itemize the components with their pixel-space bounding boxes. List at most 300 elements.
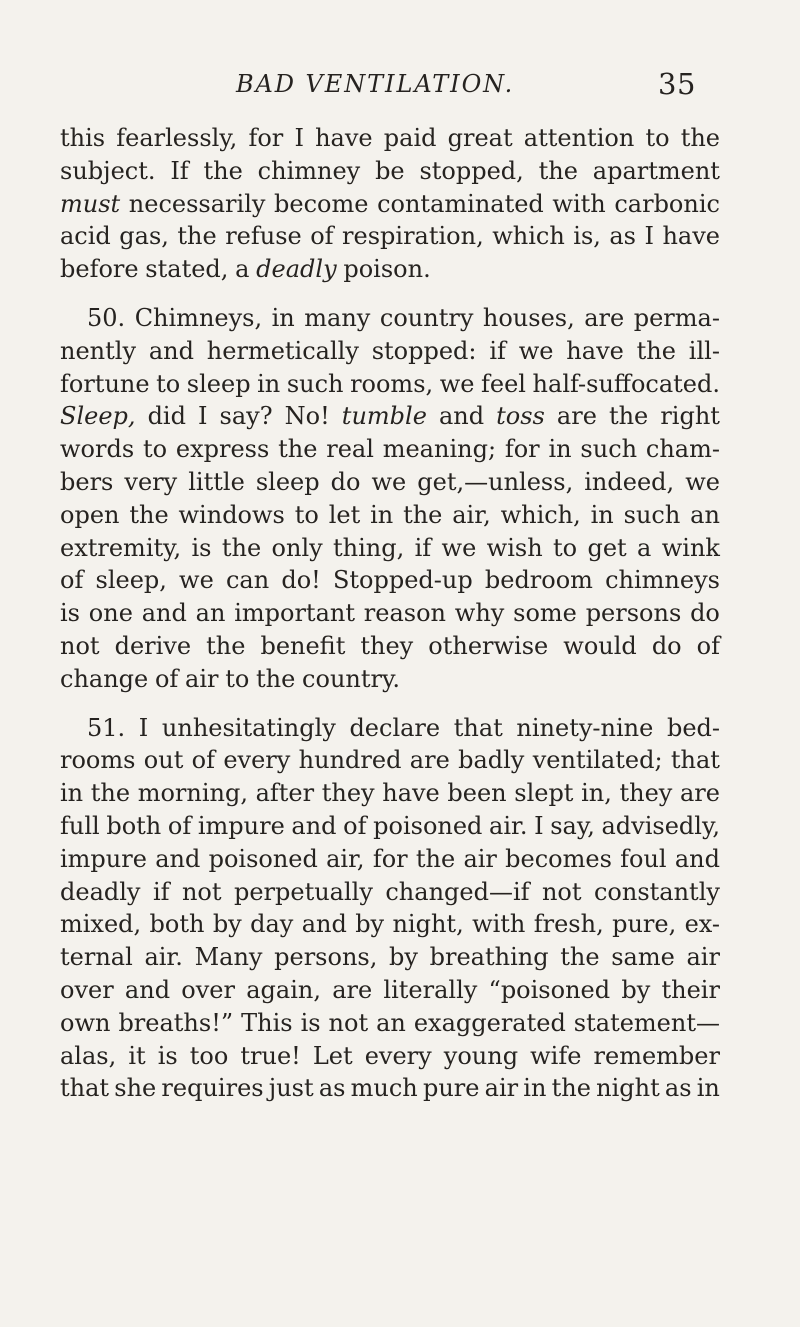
word: sleep	[255, 467, 320, 496]
word: persons,	[274, 943, 378, 972]
word: true!	[240, 1041, 301, 1070]
word: an	[690, 500, 720, 529]
word: an	[376, 1008, 406, 1037]
word: refuse	[225, 222, 302, 251]
word: been	[447, 779, 507, 808]
word: such	[580, 435, 638, 464]
word: not	[541, 877, 582, 906]
word: nently	[60, 336, 136, 365]
word: after	[255, 779, 315, 808]
word: if	[489, 336, 506, 365]
word: perpetually	[233, 877, 373, 906]
word: important	[234, 599, 355, 628]
word: unhesitatingly	[161, 713, 336, 742]
word: as	[318, 1074, 346, 1103]
word: air	[686, 943, 720, 972]
word: badly	[458, 746, 525, 775]
word: the	[680, 124, 720, 152]
word: before	[60, 255, 139, 284]
text-line	[60, 400, 720, 433]
word: do	[330, 467, 361, 496]
word: we	[439, 369, 475, 398]
word: words	[60, 435, 135, 464]
text-line	[60, 564, 720, 597]
word: they	[360, 631, 414, 660]
paragraph-spacer	[60, 286, 720, 302]
word: little	[188, 467, 245, 496]
word: contaminated	[377, 189, 544, 218]
word: attention	[523, 124, 635, 152]
word: we	[371, 467, 407, 496]
word: a	[637, 533, 652, 562]
word: that	[60, 1074, 110, 1103]
word: in	[60, 779, 84, 808]
word: constantly	[593, 877, 720, 906]
word: reason	[363, 599, 446, 628]
word: the	[203, 156, 243, 185]
word: meaning;	[382, 435, 497, 464]
word: the	[636, 336, 676, 365]
word: is	[300, 1008, 321, 1037]
word: have	[662, 222, 720, 251]
word: if	[414, 533, 432, 562]
text-line	[60, 1007, 720, 1040]
word: every	[223, 746, 291, 775]
word: the	[256, 664, 296, 693]
word: we	[179, 566, 214, 595]
word: do	[651, 631, 682, 660]
word: change	[60, 664, 149, 693]
word: in	[696, 1074, 720, 1103]
text-line	[60, 712, 720, 745]
word: country	[379, 303, 474, 332]
word: of	[310, 222, 334, 251]
word: toss	[496, 402, 545, 431]
word: If	[170, 156, 189, 185]
word: the	[538, 156, 578, 185]
word: over	[60, 975, 114, 1004]
word: hundred	[298, 746, 402, 775]
word: the	[403, 500, 443, 529]
word: are	[584, 303, 625, 332]
word: 51.	[87, 713, 126, 742]
word: in	[590, 500, 614, 529]
word: Sleep,	[60, 402, 136, 431]
word: such	[623, 500, 681, 529]
text-line	[60, 597, 720, 630]
word: and	[155, 844, 201, 873]
word: be	[375, 156, 405, 185]
word: rooms	[60, 746, 136, 775]
word: ill-	[688, 336, 720, 365]
word: requires	[161, 1074, 264, 1103]
word: in	[257, 369, 281, 398]
word: air.	[144, 943, 183, 972]
word: get,—unless,	[417, 467, 574, 496]
text-line	[60, 499, 720, 532]
word: have	[315, 124, 373, 152]
word: I	[294, 124, 304, 152]
word: respiration,	[342, 222, 484, 251]
word: feel	[481, 369, 526, 398]
word: have	[382, 779, 440, 808]
word: in	[523, 1074, 547, 1103]
word: advisedly,	[601, 811, 720, 840]
word: impure	[60, 844, 147, 873]
word: I	[644, 222, 654, 251]
word: get	[587, 533, 627, 562]
word: it	[128, 1041, 146, 1070]
word: as	[609, 222, 636, 251]
word: Let	[312, 1041, 353, 1070]
word: houses,	[482, 303, 575, 332]
word: the	[560, 943, 600, 972]
word: to	[156, 369, 181, 398]
word: foul	[620, 844, 667, 873]
word: acid	[60, 222, 111, 251]
word: of	[154, 664, 179, 693]
word: wink	[661, 533, 720, 562]
text-line	[60, 220, 720, 253]
word: of	[696, 631, 720, 660]
text-line	[60, 1072, 720, 1105]
word: carbonic	[614, 189, 720, 218]
word: ventilated;	[532, 746, 663, 775]
word: night	[596, 1074, 660, 1103]
word: pure	[422, 1074, 480, 1103]
word: of	[60, 566, 84, 595]
word: express	[175, 435, 270, 464]
word: with	[472, 910, 526, 939]
word: derive	[114, 631, 192, 660]
word: we	[518, 336, 554, 365]
word: some	[513, 599, 577, 628]
word: is	[60, 599, 80, 628]
word: and	[124, 975, 171, 1004]
word: This	[241, 1008, 293, 1037]
word: and	[148, 336, 194, 365]
word: ninety-nine	[516, 713, 654, 742]
word: in	[370, 500, 394, 529]
word: stated,	[145, 255, 229, 284]
word: same	[611, 943, 675, 972]
word: half-suffocated.	[532, 369, 720, 398]
word: would	[563, 631, 637, 660]
text-line	[60, 368, 720, 401]
word: extremity,	[60, 533, 182, 562]
word: benefit	[260, 631, 346, 660]
word: of	[343, 811, 367, 840]
text-line	[60, 532, 720, 565]
word: and	[674, 844, 720, 873]
body-text	[60, 122, 720, 1105]
word: fresh,	[533, 910, 604, 939]
word: in	[548, 435, 572, 464]
word: literally	[383, 975, 478, 1004]
word: the	[221, 533, 262, 562]
word: “poisoned	[488, 975, 611, 1004]
word: I	[534, 811, 544, 840]
word: of	[191, 746, 216, 775]
word: country.	[302, 664, 400, 693]
word: say,	[550, 811, 595, 840]
word: I	[138, 713, 149, 742]
word: she	[114, 1074, 157, 1103]
word: own	[60, 1008, 111, 1037]
word: chimney	[257, 156, 361, 185]
word: sleep,	[95, 566, 167, 595]
word: must	[60, 189, 121, 218]
word: day	[250, 910, 294, 939]
text-line	[60, 302, 720, 335]
word: that	[670, 746, 720, 775]
text-line	[60, 253, 720, 286]
word: and	[301, 910, 347, 939]
word: by	[389, 943, 418, 972]
word: with	[552, 189, 606, 218]
text-line	[60, 974, 720, 1007]
word: poisoned	[208, 844, 318, 873]
word: poison.	[343, 255, 431, 284]
word: otherwise	[428, 631, 549, 660]
word: their	[661, 975, 720, 1004]
word: declare	[349, 713, 441, 742]
word: windows	[178, 500, 285, 529]
word: the	[90, 779, 131, 808]
word: Stopped-up	[332, 566, 473, 595]
word: become	[274, 189, 369, 218]
word: 50.	[87, 303, 126, 332]
word: slept	[514, 779, 574, 808]
word: many	[304, 303, 371, 332]
paragraph	[60, 712, 720, 1106]
word: the	[129, 500, 169, 529]
text-line	[60, 777, 720, 810]
word: is,	[573, 222, 601, 251]
text-line	[60, 466, 720, 499]
word: ex-	[684, 910, 720, 939]
word: thing,	[333, 533, 405, 562]
text-line	[60, 335, 720, 368]
text-line	[60, 122, 720, 155]
word: is	[157, 1041, 178, 1070]
word: air.	[489, 811, 528, 840]
word: necessarily	[128, 189, 266, 218]
word: an	[195, 599, 226, 628]
word: the	[551, 1074, 591, 1103]
word: rooms,	[350, 369, 434, 398]
word: to	[142, 435, 168, 464]
word: stopped,	[419, 156, 524, 185]
word: fearlessly,	[116, 124, 238, 152]
word: not	[60, 631, 100, 660]
word: to	[294, 500, 319, 529]
word: very	[124, 467, 178, 496]
word: I	[198, 402, 208, 431]
word: Chimneys,	[134, 303, 263, 332]
word: we	[441, 533, 477, 562]
text-line	[60, 155, 720, 188]
word: hermetically	[206, 336, 359, 365]
word: bedroom	[484, 566, 593, 595]
word: this	[60, 124, 106, 152]
word: by	[621, 975, 651, 1004]
word: bed-	[666, 713, 720, 742]
word: ternal	[60, 943, 133, 972]
word: did	[147, 402, 186, 431]
word: deadly	[256, 255, 337, 284]
text-line	[60, 188, 720, 221]
word: breathing	[429, 943, 549, 972]
text-line	[60, 908, 720, 941]
word: real	[326, 435, 374, 464]
word: remember	[593, 1041, 720, 1070]
word: night,	[392, 910, 464, 939]
word: the	[608, 402, 649, 431]
word: by	[212, 910, 242, 939]
text-line	[60, 433, 720, 466]
word: are	[679, 779, 720, 808]
word: for	[372, 844, 408, 873]
word: we	[685, 467, 720, 496]
word: they	[321, 779, 375, 808]
word: perma-	[633, 303, 720, 332]
word: the	[278, 435, 318, 464]
word: poisoned	[373, 811, 483, 840]
word: a	[235, 255, 250, 284]
word: young	[443, 1041, 519, 1070]
word: indeed,	[584, 467, 675, 496]
word: to	[645, 124, 670, 152]
text-line	[60, 630, 720, 663]
word: have	[566, 336, 624, 365]
page-number: 35	[657, 67, 696, 101]
word: open	[60, 500, 120, 529]
word: in,	[581, 779, 612, 808]
word: deadly	[60, 877, 141, 906]
running-head: BAD VENTILATION.	[236, 70, 515, 98]
word: alas,	[60, 1041, 117, 1070]
word: not	[181, 877, 222, 906]
word: chimneys	[605, 566, 720, 595]
word: they	[619, 779, 673, 808]
word: say?	[219, 402, 273, 431]
word: much	[350, 1074, 418, 1103]
word: bers	[60, 467, 114, 496]
word: and	[291, 811, 337, 840]
word: full	[60, 811, 100, 840]
word: the	[206, 631, 246, 660]
word: wife	[530, 1041, 582, 1070]
word: to	[225, 664, 250, 693]
word: fortune	[60, 369, 150, 398]
word: subject.	[60, 156, 156, 185]
word: in	[271, 303, 295, 332]
text-line	[60, 843, 720, 876]
word: that	[453, 713, 503, 742]
word: to	[553, 533, 578, 562]
word: great	[447, 124, 513, 152]
text-line	[60, 876, 720, 909]
word: of	[167, 811, 192, 840]
word: are	[332, 975, 373, 1004]
word: paid	[383, 124, 437, 152]
text-line	[60, 1040, 720, 1073]
word: one	[88, 599, 133, 628]
word: too	[189, 1041, 229, 1070]
word: both	[149, 910, 205, 939]
word: every	[364, 1041, 432, 1070]
word: morning,	[137, 779, 248, 808]
word: are	[409, 746, 450, 775]
word: do!	[281, 566, 321, 595]
word: do	[690, 599, 720, 628]
word: exaggerated	[413, 1008, 566, 1037]
word: statement—	[573, 1008, 720, 1037]
word: mixed,	[60, 910, 142, 939]
word: right	[660, 402, 720, 431]
word: which	[492, 222, 565, 251]
word: Many	[194, 943, 263, 972]
text-line	[60, 663, 720, 696]
word: tumble	[341, 402, 427, 431]
word: No!	[284, 402, 330, 431]
word: are	[556, 402, 597, 431]
word: persons	[585, 599, 682, 628]
word: the	[415, 844, 456, 873]
word: impure	[197, 811, 285, 840]
page-header	[236, 64, 696, 104]
word: breaths!”	[118, 1008, 234, 1037]
word: let	[328, 500, 361, 529]
word: changed—if	[385, 877, 530, 906]
word: over	[181, 975, 235, 1004]
word: if	[152, 877, 170, 906]
word: again,	[246, 975, 321, 1004]
word: out	[143, 746, 184, 775]
word: for	[248, 124, 284, 152]
word: is	[191, 533, 212, 562]
word: the	[177, 222, 217, 251]
word: apartment	[592, 156, 720, 185]
word: wish	[486, 533, 543, 562]
word: for	[504, 435, 540, 464]
word: and	[438, 402, 485, 431]
word: such	[286, 369, 344, 398]
word: both	[106, 811, 162, 840]
word: only	[271, 533, 323, 562]
word: air,	[326, 844, 365, 873]
word: as	[664, 1074, 692, 1103]
text-line	[60, 941, 720, 974]
word: air	[463, 844, 497, 873]
word: stopped:	[371, 336, 477, 365]
word: which,	[500, 500, 581, 529]
word: not	[328, 1008, 369, 1037]
text-line	[60, 744, 720, 777]
paragraph	[60, 302, 720, 696]
word: and	[141, 599, 187, 628]
paragraph	[60, 122, 720, 286]
word: air	[484, 1074, 519, 1103]
word: becomes	[505, 844, 612, 873]
word: air,	[452, 500, 491, 529]
word: gas,	[119, 222, 169, 251]
word: cham-	[645, 435, 720, 464]
word: why	[454, 599, 505, 628]
text-line	[60, 810, 720, 843]
word: air	[185, 664, 219, 693]
